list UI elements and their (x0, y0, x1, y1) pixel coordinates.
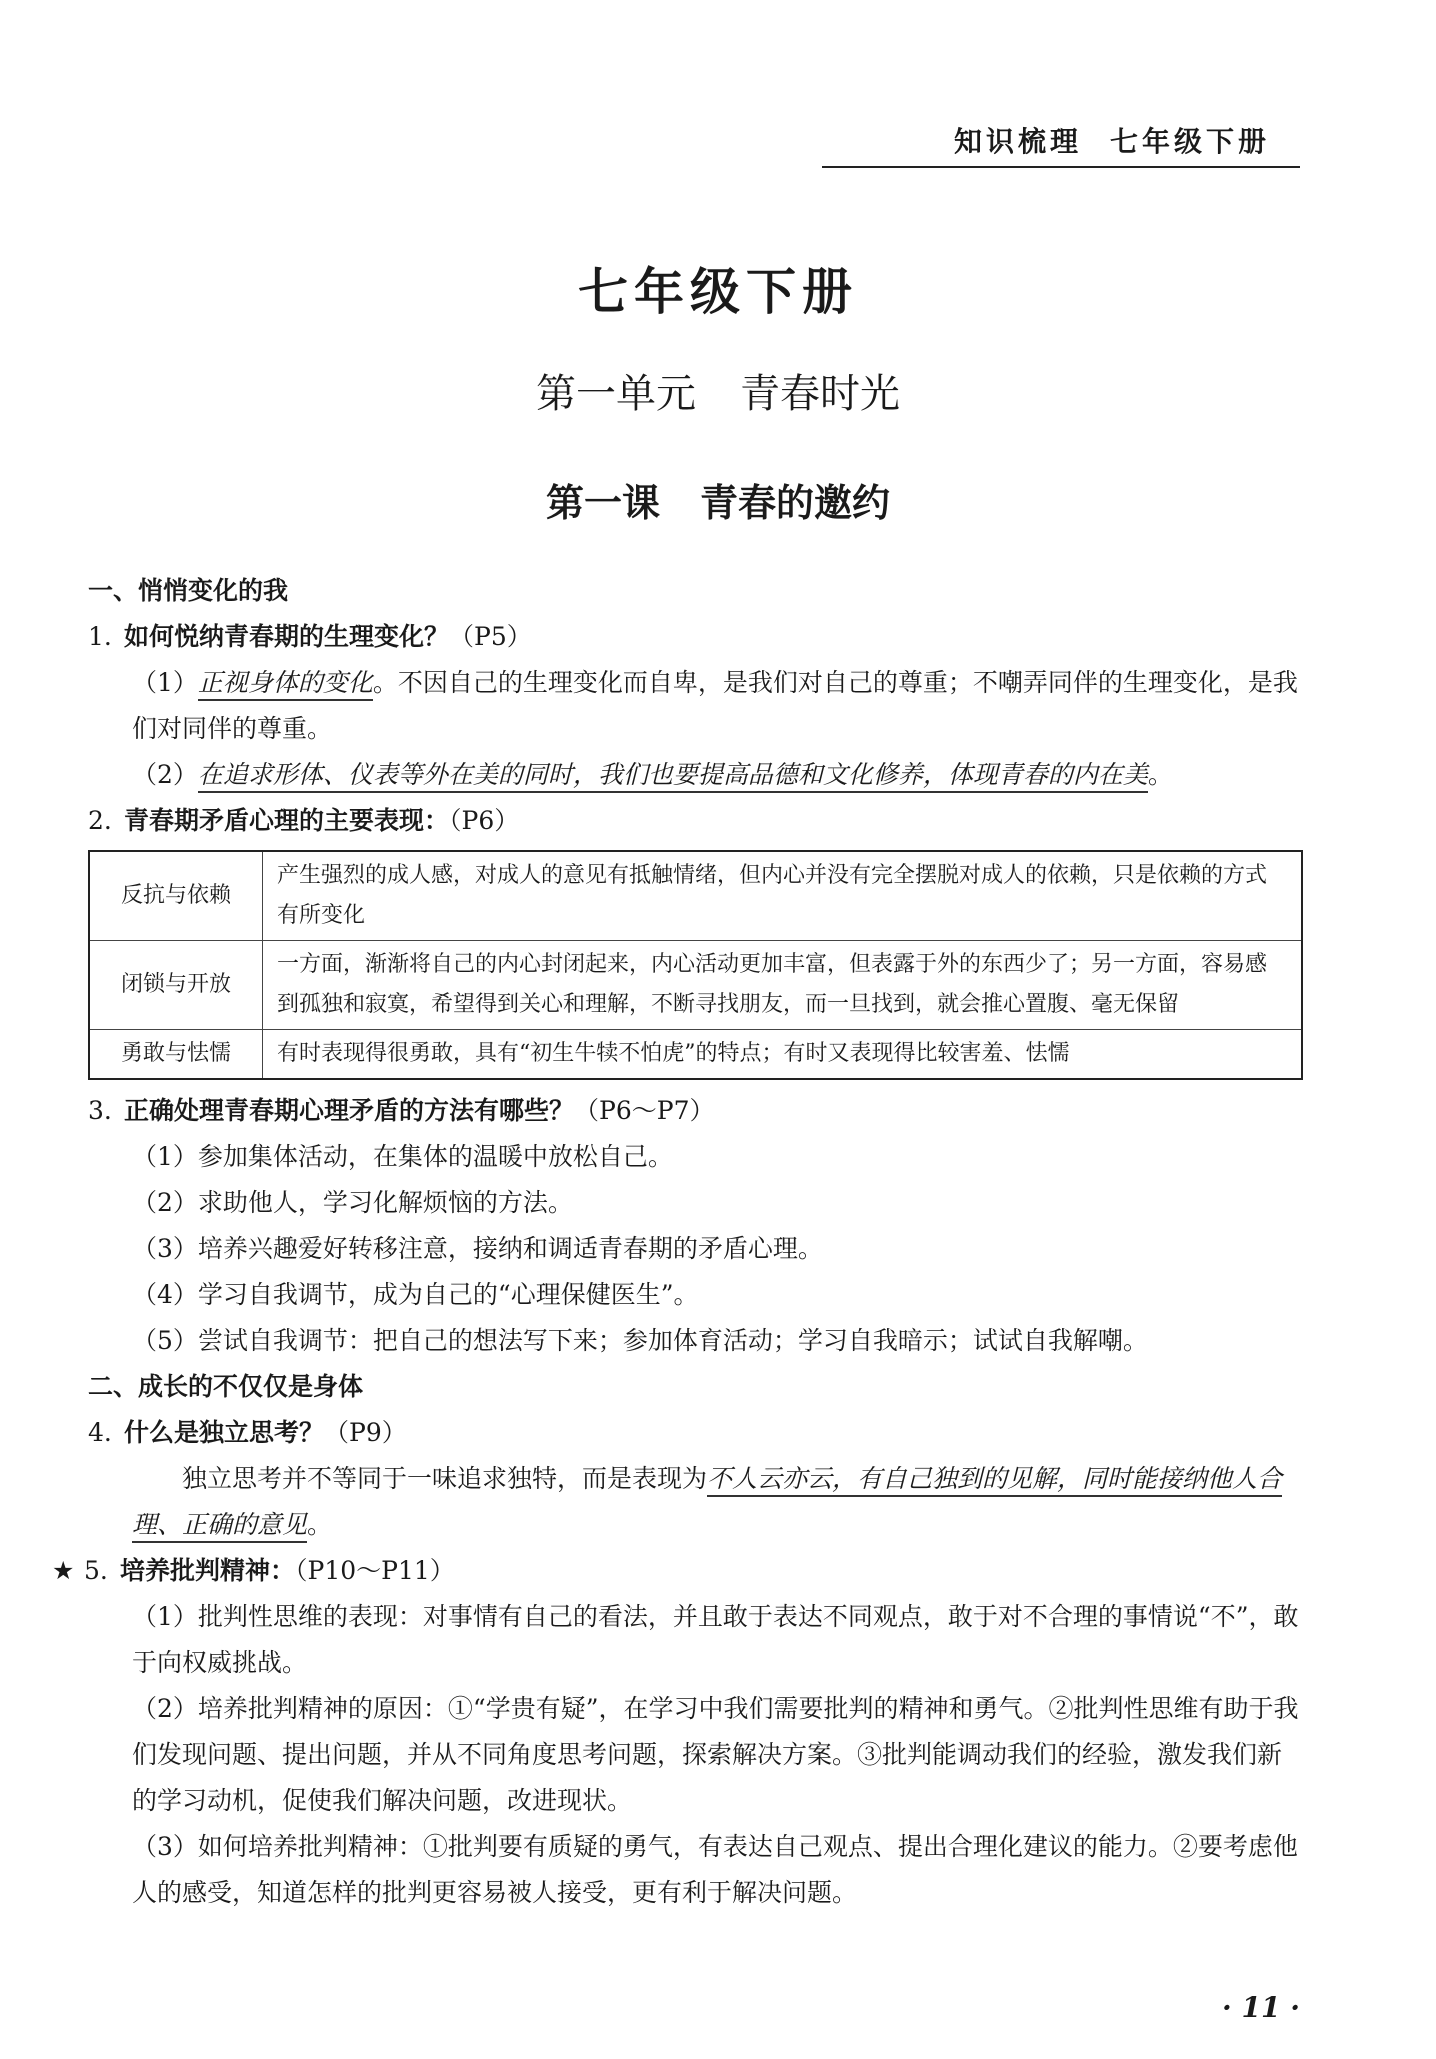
question-number: 3. (88, 1096, 112, 1125)
unit-title (0, 362, 1436, 419)
question-text: 什么是独立思考？ (124, 1418, 325, 1447)
question-4 (88, 1410, 1303, 1456)
star-icon: ★ (52, 1556, 75, 1585)
table-row (89, 941, 1302, 1030)
question-number: 2. (88, 806, 112, 835)
book-title: 七年级下册 (578, 263, 858, 321)
answer-item: （3）如何培养批判精神：①批判要有质疑的勇气，有表达自己观点、提出合理化建议的能力。②要考虑他人的感受，知道怎样的批判更容易被人接受，更有利于解决问题。 (132, 1832, 1298, 1907)
page-ref: （P10～P11） (295, 1556, 455, 1585)
question-text: 培养批判精神： (120, 1556, 296, 1585)
answer-text: 。 (307, 1510, 333, 1539)
answer-item: （1）批判性思维的表现：对事情有自己的看法，并且敢于表达不同观点，敢于对不合理的事情说“不”，敢于向权威挑战。 (132, 1602, 1299, 1677)
page-content (52, 568, 1303, 1916)
table-row (89, 851, 1302, 941)
question-3 (88, 1088, 1303, 1134)
answer-item: （1）参加集体活动，在集体的温暖中放松自己。 (132, 1142, 673, 1171)
table-value: 产生强烈的成人感，对成人的意见有抵触情绪，但内心并没有完全摆脱对成人的依赖，只是依赖的方式有所变化 (263, 851, 1303, 941)
table-value: 有时表现得很勇敢，具有“初生牛犊不怕虎”的特点；有时又表现得比较害羞、怯懦 (263, 1030, 1303, 1080)
header-grade: 七年级下册 (1109, 125, 1270, 158)
question-5 (52, 1548, 1303, 1594)
question-2 (88, 798, 1303, 844)
table-key: 闭锁与开放 (89, 941, 263, 1030)
answer-text: 独立思考并不等同于一味追求独特，而是表现为 (182, 1464, 708, 1493)
page-ref: （P9） (324, 1418, 407, 1447)
page-number: · 11 · (1222, 1991, 1300, 2024)
item-prefix: （1） (132, 668, 198, 697)
page-ref: （P5） (449, 622, 532, 651)
item-prefix: （2） (132, 760, 198, 789)
question-number: 4. (88, 1418, 112, 1447)
table-row (89, 1030, 1302, 1080)
answer-item: （5）尝试自我调节：把自己的想法写下来；参加体育活动；学习自我暗示；试试自我解嘲。 (132, 1326, 1148, 1355)
answer-item: （2）培养批判精神的原因：①“学贵有疑”，在学习中我们需要批判的精神和勇气。②批判性思维有助于我们发现问题、提出问题，并从不同角度思考问题，探索解决方案。③批判能调动我们的经验，激发我们新的学习动机，促使我们解决问题，改进现状。 (132, 1694, 1299, 1815)
underlined-key-point: 在追求形体、仪表等外在美的同时，我们也要提高品德和文化修养，体现青春的内在美 (198, 760, 1148, 793)
item-text: 。不因自己的生理变化而自卑，是我们对自己的尊重；不嘲弄同伴的生理变化，是我们对同伴的尊重。 (132, 668, 1298, 743)
answer-item (88, 752, 1303, 798)
page-ref: （P6～P7） (574, 1096, 715, 1125)
lesson-number: 第一课 (545, 480, 660, 525)
question-number: 1. (88, 622, 112, 651)
section-heading-2: 二、成长的不仅仅是身体 (88, 1372, 364, 1401)
contradiction-table (88, 850, 1303, 1080)
header-rule (822, 166, 1300, 168)
table-key: 反抗与依赖 (89, 851, 263, 941)
question-text: 如何悦纳青春期的生理变化？ (124, 622, 450, 651)
header-section: 知识梳理 (953, 125, 1082, 158)
answer-item (88, 660, 1303, 752)
lesson-title (0, 472, 1436, 527)
question-text: 青春期矛盾心理的主要表现： (124, 806, 450, 835)
page-ref: （P6） (449, 806, 520, 835)
running-header (822, 118, 1300, 168)
answer-item: （2）求助他人，学习化解烦恼的方法。 (132, 1188, 573, 1217)
question-number: 5. (84, 1556, 108, 1585)
table-value: 一方面，渐渐将自己的内心封闭起来，内心活动更加丰富，但表露于外的东西少了；另一方面，容易感到孤独和寂寞，希望得到关心和理解，不断寻找朋友，而一旦找到，就会推心置腹、毫无保留 (263, 941, 1303, 1030)
answer-paragraph (88, 1456, 1303, 1548)
unit-number: 第一单元 (536, 371, 696, 417)
underlined-key-point: 正视身体的变化 (198, 668, 373, 701)
header-text (926, 120, 1270, 160)
answer-item: （3）培养兴趣爱好转移注意，接纳和调适青春期的矛盾心理。 (132, 1234, 823, 1263)
unit-name: 青春时光 (740, 371, 900, 417)
question-1 (88, 614, 1303, 660)
item-text: 。 (1147, 760, 1173, 789)
underlined-key-point: 不人云亦云，有自己独到的见解，同时能接纳他人合理、正确的意见 (132, 1464, 1282, 1543)
lesson-name: 青春的邀约 (700, 480, 891, 525)
answer-item: （4）学习自我调节，成为自己的“心理保健医生”。 (132, 1280, 699, 1309)
table-key: 勇敢与怯懦 (89, 1030, 263, 1080)
question-text: 正确处理青春期心理矛盾的方法有哪些？ (124, 1096, 575, 1125)
section-heading-1: 一、悄悄变化的我 (88, 576, 289, 605)
